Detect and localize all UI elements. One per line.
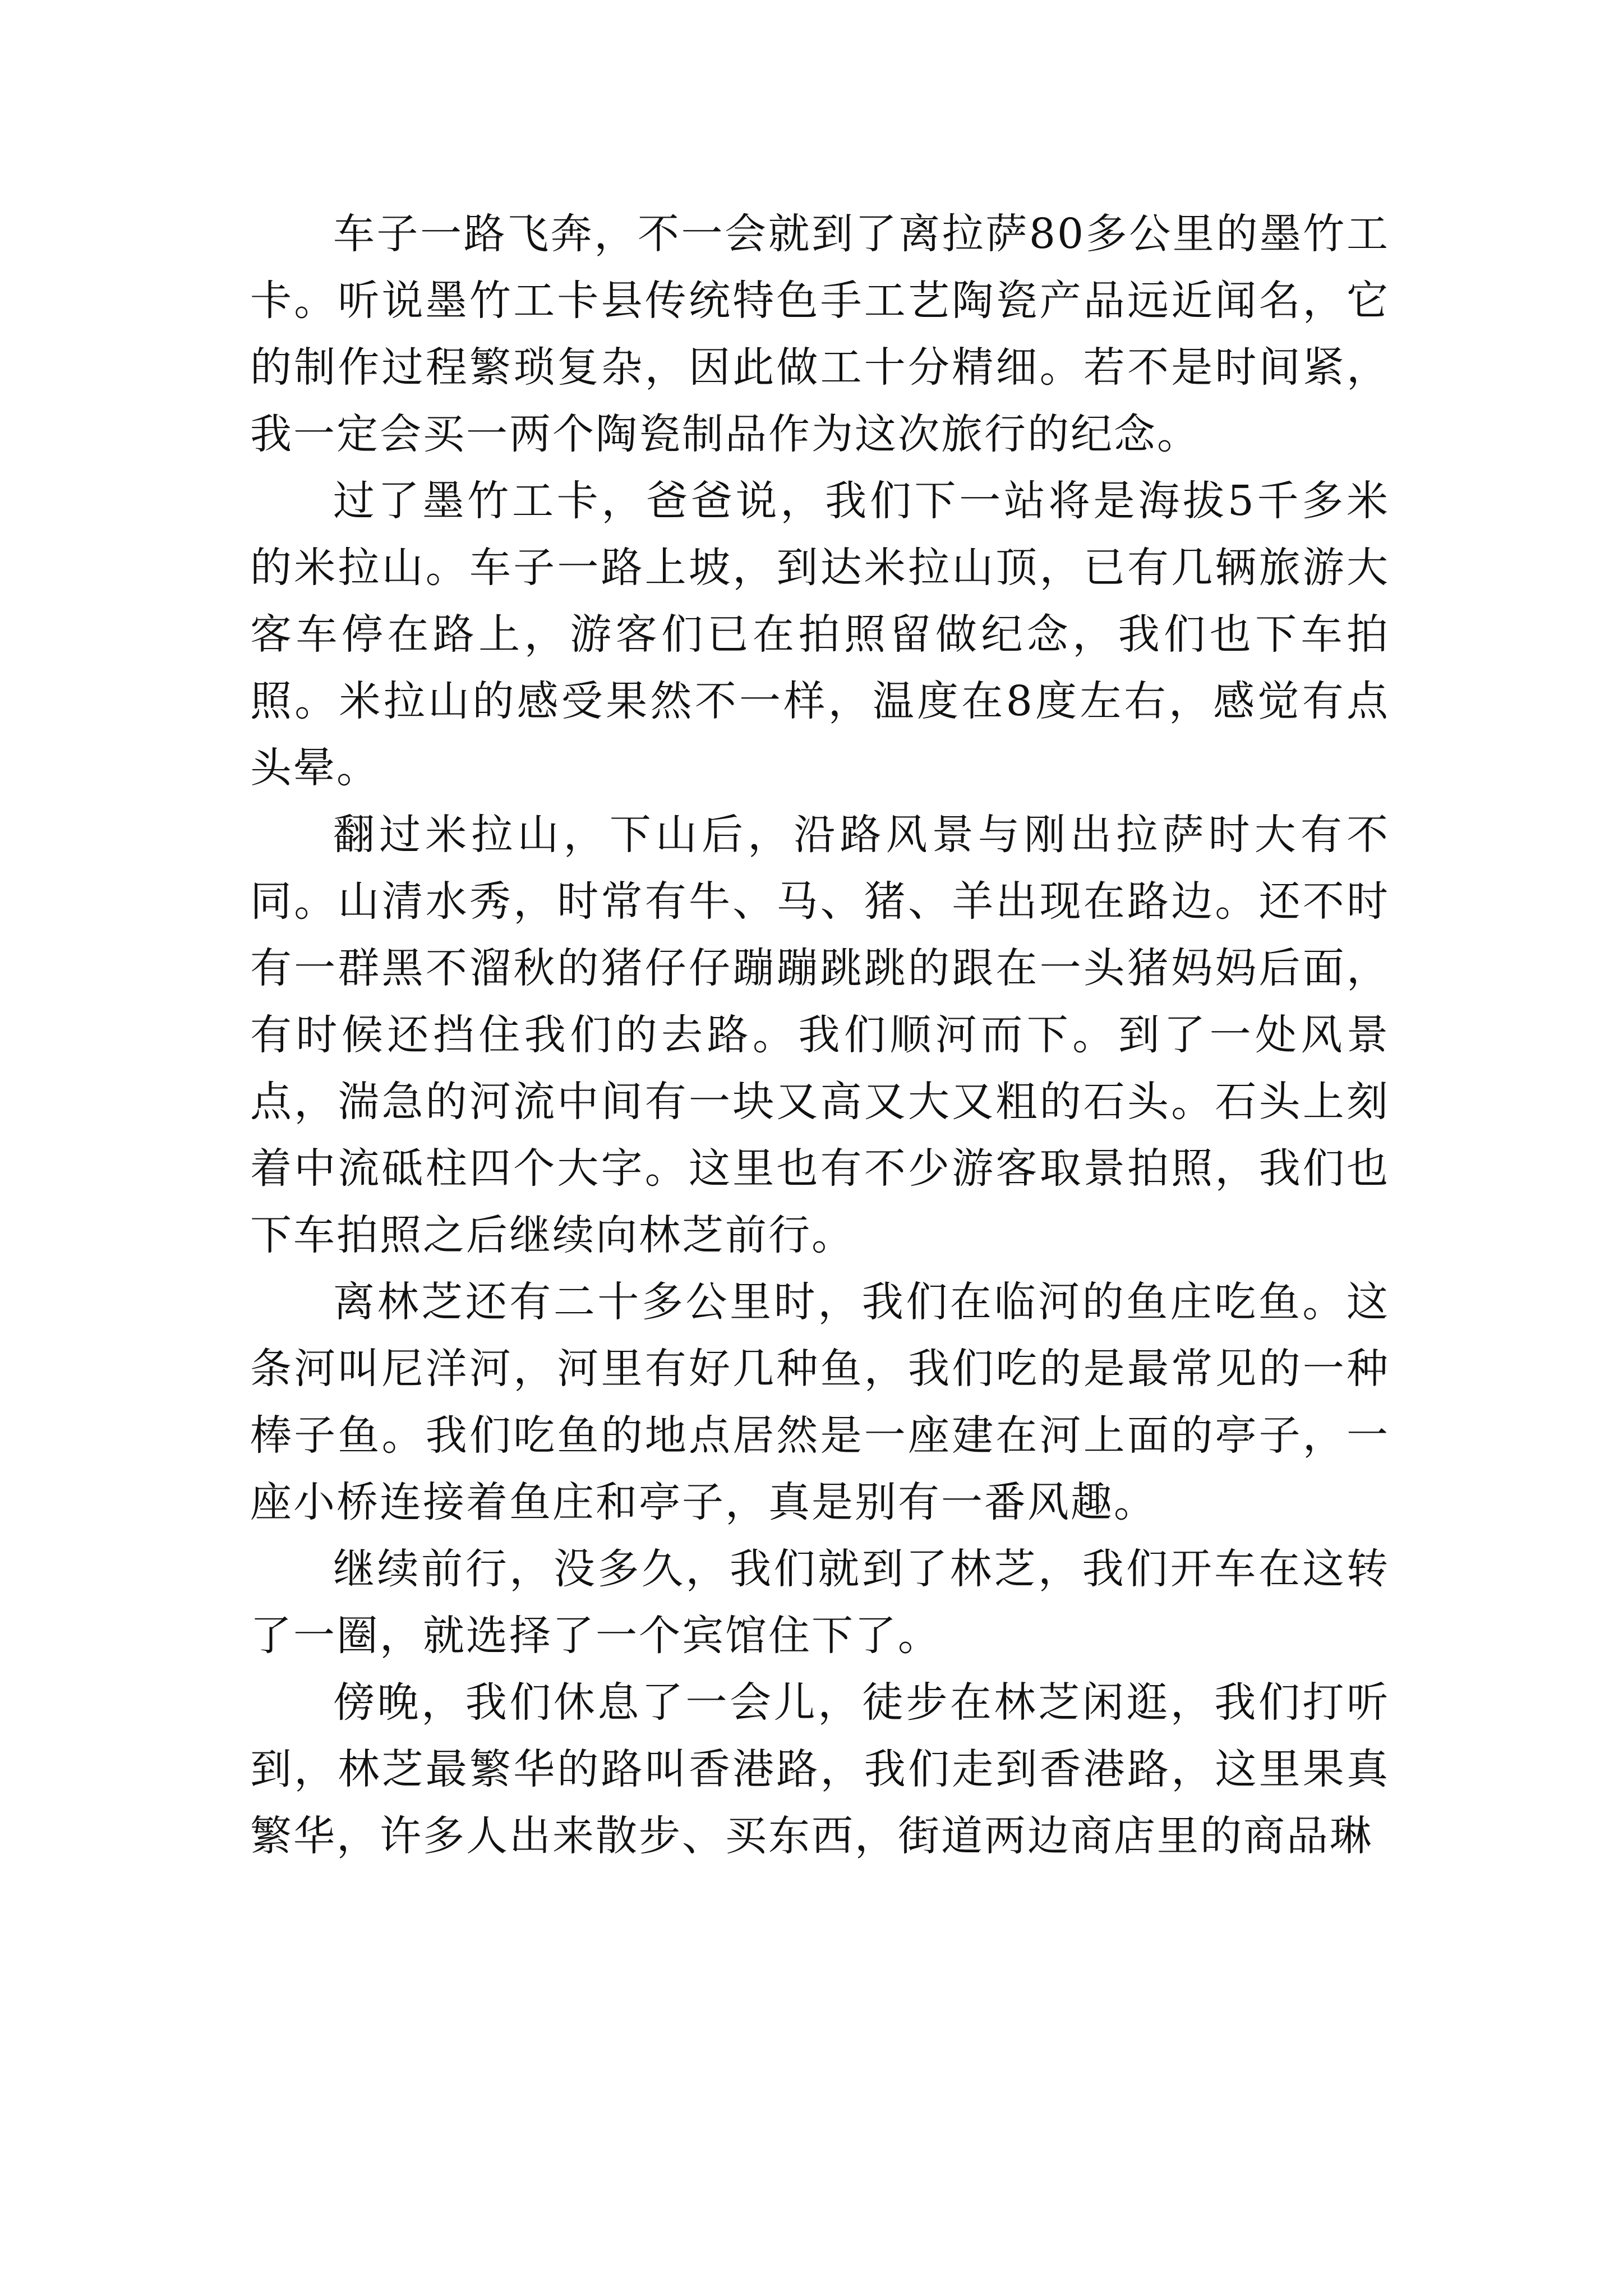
paragraph-6: 傍晚，我们休息了一会儿，徒步在林芝闲逛，我们打听到，林芝最繁华的路叫香港路，我们走到香港路，这里果真繁华，许多人出来散步、买东西，街道两边商店里的商品琳 bbox=[250, 1678, 1390, 1860]
paragraph-2: 过了墨竹工卡，爸爸说，我们下一站将是海拔5千多米的米拉山。车子一路上坡，到达米拉山顶，已有几辆旅游大客车停在路上，游客们已在拍照留做纪念，我们也下车拍照。米拉山的感受果然不一样，温度在8度左右，感觉有点头晕。 bbox=[250, 477, 1390, 792]
paragraph-3: 翻过米拉山，下山后，沿路风景与刚出拉萨时大有不同。山清水秀，时常有牛、马、猪、羊出现在路边。还不时有一群黑不溜秋的猪仔仔蹦蹦跳跳的跟在一头猪妈妈后面，有时候还挡住我们的去路。我们顺河而下。到了一处风景点，湍急的河流中间有一块又高又大又粗的石头。石头上刻着中流砥柱四个大字。这里也有不少游客取景拍照，我们也下车拍照之后继续向林芝前行。 bbox=[250, 811, 1390, 1259]
paragraph-5: 继续前行，没多久，我们就到了林芝，我们开车在这转了一圈，就选择了一个宾馆住下了。 bbox=[250, 1545, 1390, 1660]
body-text bbox=[250, 201, 1390, 1870]
paragraph-4: 离林芝还有二十多公里时，我们在临河的鱼庄吃鱼。这条河叫尼洋河，河里有好几种鱼，我们吃的是最常见的一种棒子鱼。我们吃鱼的地点居然是一座建在河上面的亭子，一座小桥连接着鱼庄和亭子，真是别有一番风趣。 bbox=[250, 1278, 1390, 1526]
paragraph-1: 车子一路飞奔，不一会就到了离拉萨80多公里的墨竹工卡。听说墨竹工卡县传统特色手工艺陶瓷产品远近闻名，它的制作过程繁琐复杂，因此做工十分精细。若不是时间紧，我一定会买一两个陶瓷制品作为这次旅行的纪念。 bbox=[250, 210, 1390, 458]
